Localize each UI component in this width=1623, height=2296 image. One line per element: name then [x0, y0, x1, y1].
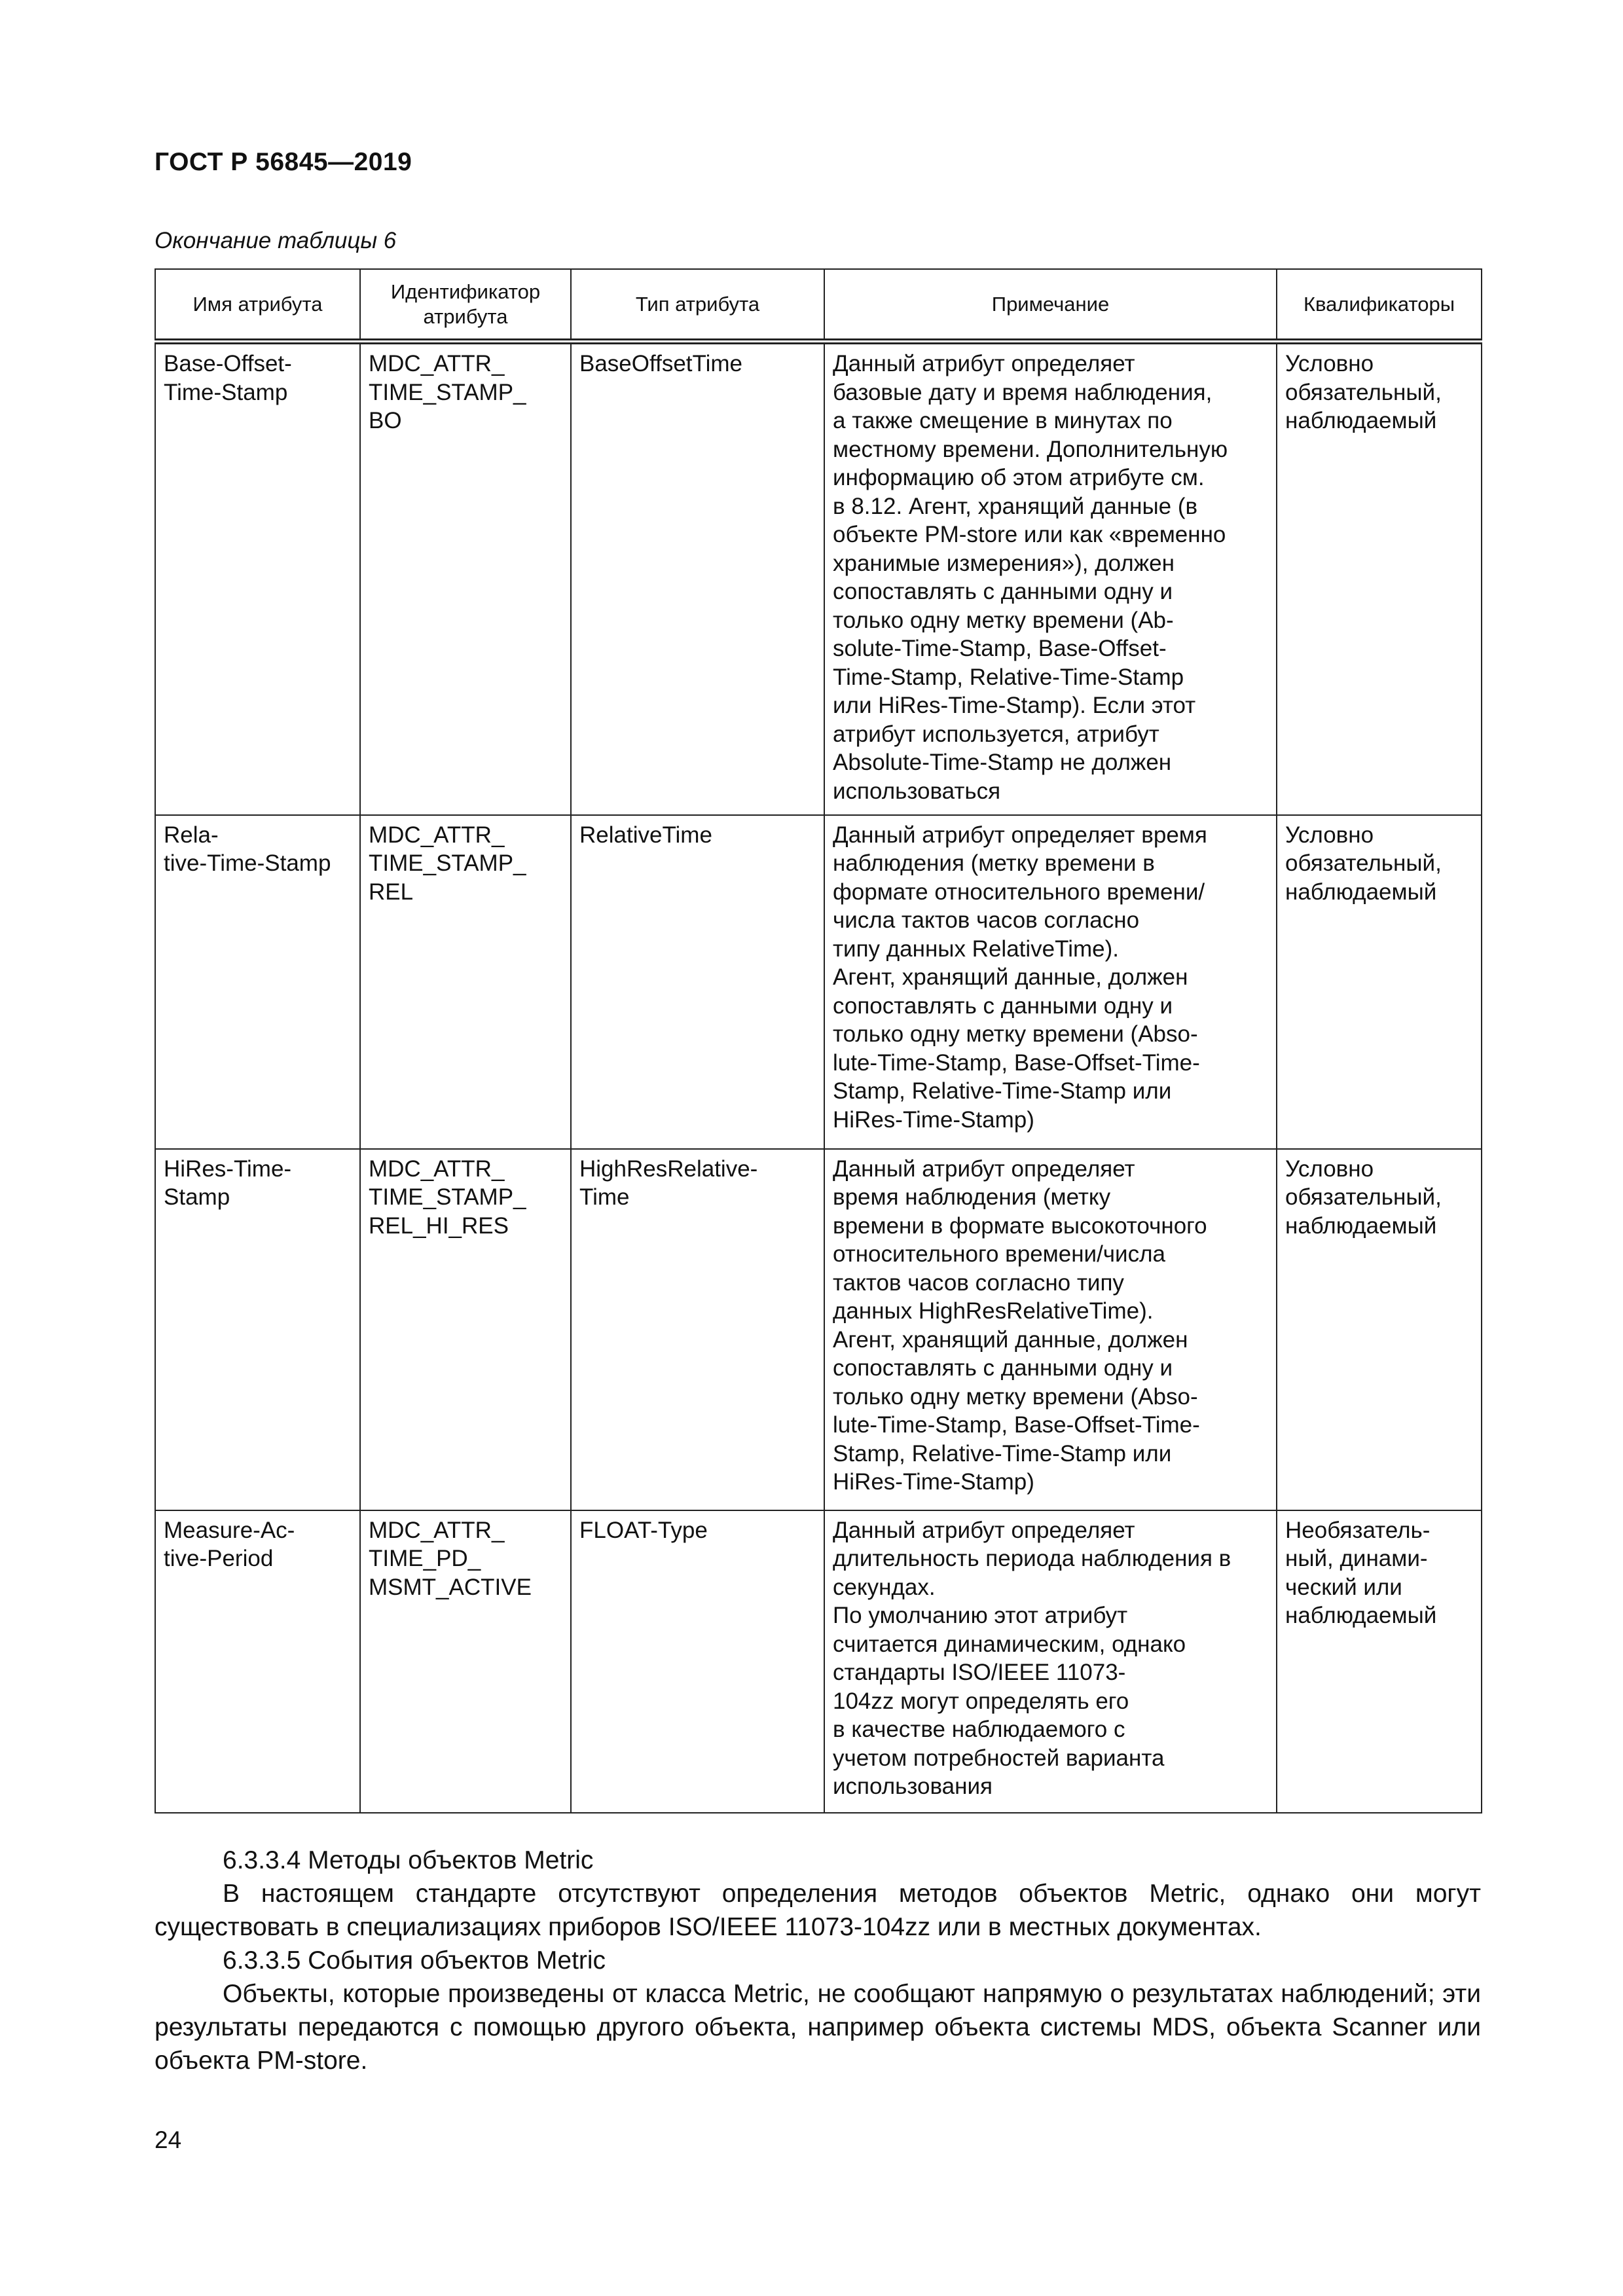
cell-attribute-type: FLOAT-Type	[571, 1510, 824, 1813]
cell-note: Данный атрибут определяет базовые дату и время наблюдения, а также смещение в минутах по местному времени. Дополнительную информацию об этом атрибуте см. в 8.12. Агент, хранящий данные (в объекте PM-store или как «временно хранимые измерения»), должен сопоставлять с данными одну и только одну метку времени (Ab- solute-Time-Stamp, Base-Offset- Time-Stamp, Relative-Time-Stamp или HiRes-Time-Stamp). Если этот атрибут используется, атрибут Absolute-Time-Stamp не должен использоваться	[824, 342, 1277, 815]
table-row	[155, 1149, 1482, 1510]
cell-attribute-name: HiRes-Time- Stamp	[155, 1149, 360, 1510]
table-header-row	[155, 269, 1482, 342]
cell-attribute-id: MDC_ATTR_ TIME_STAMP_ REL_HI_RES	[360, 1149, 571, 1510]
cell-attribute-name: Measure-Ac- tive-Period	[155, 1510, 360, 1813]
column-header-note: Примечание	[824, 269, 1277, 342]
attributes-table	[155, 268, 1482, 1813]
cell-attribute-id: MDC_ATTR_ TIME_STAMP_ BO	[360, 342, 571, 815]
page-number: 24	[155, 2126, 182, 2153]
table-row	[155, 1510, 1482, 1813]
cell-note: Данный атрибут определяет длительность периода наблюдения в секундах. По умолчанию этот атрибут считается динамическим, однако стандарты ISO/IEEE 11073- 104zz могут определять его в качестве наблюдаемого с учетом потребностей варианта использования	[824, 1510, 1277, 1813]
cell-qualifiers: Условно обязательный, наблюдаемый	[1277, 1149, 1482, 1510]
table-caption: Окончание таблицы 6	[155, 228, 397, 253]
column-header-type: Тип атрибута	[571, 269, 824, 342]
cell-note: Данный атрибут определяет время наблюдения (метку времени в формате относительного времени/ числа тактов часов согласно типу данных RelativeTime). Агент, хранящий данные, должен сопоставлять с данными одну и только одну метку времени (Abso- lute-Time-Stamp, Base-Offset-Time- Stamp, Relative-Time-Stamp или HiRes-Time-Stamp)	[824, 815, 1277, 1149]
cell-note: Данный атрибут определяет время наблюдения (метку времени в формате высокоточного относительного времени/числа тактов часов согласно типу данных HighResRelativeTime). Агент, хранящий данные, должен сопоставлять с данными одну и только одну метку времени (Abso- lute-Time-Stamp, Base-Offset-Time- Stamp, Relative-Time-Stamp или HiRes-Time-Stamp)	[824, 1149, 1277, 1510]
table-row	[155, 342, 1482, 815]
section-paragraph-events: Объекты, которые произведены от класса Metric, не сообщают напрямую о результатах наблюдений; эти результаты передаются с помощью другого объекта, например объекта системы MDS, объекта Scanner или объекта PM-store.	[155, 1980, 1481, 2075]
standard-designation: ГОСТ Р 56845—2019	[155, 148, 412, 176]
cell-attribute-id: MDC_ATTR_ TIME_STAMP_ REL	[360, 815, 571, 1149]
cell-attribute-id: MDC_ATTR_ TIME_PD_ MSMT_ACTIVE	[360, 1510, 571, 1813]
column-header-id: Идентификатор атрибута	[360, 269, 571, 342]
section-paragraph-methods: В настоящем стандарте отсутствуют определения методов объектов Metric, однако они могут существовать в специализациях приборов ISO/IEEE 11073-104zz или в местных документах.	[155, 1880, 1481, 1941]
cell-qualifiers: Условно обязательный, наблюдаемый	[1277, 342, 1482, 815]
cell-attribute-type: RelativeTime	[571, 815, 824, 1149]
cell-attribute-type: BaseOffsetTime	[571, 342, 824, 815]
cell-qualifiers: Условно обязательный, наблюдаемый	[1277, 815, 1482, 1149]
cell-qualifiers: Необязатель- ный, динами- ческий или наблюдаемый	[1277, 1510, 1482, 1813]
column-header-qualifiers: Квалификаторы	[1277, 269, 1482, 342]
sections-text	[155, 1844, 1481, 2077]
cell-attribute-type: HighResRelative- Time	[571, 1149, 824, 1510]
table-row	[155, 815, 1482, 1149]
section-heading-events: 6.3.3.5 События объектов Metric	[223, 1946, 606, 1975]
column-header-name: Имя атрибута	[155, 269, 360, 342]
cell-attribute-name: Base-Offset- Time-Stamp	[155, 342, 360, 815]
cell-attribute-name: Rela- tive-Time-Stamp	[155, 815, 360, 1149]
section-heading-methods: 6.3.3.4 Методы объектов Metric	[223, 1846, 594, 1874]
